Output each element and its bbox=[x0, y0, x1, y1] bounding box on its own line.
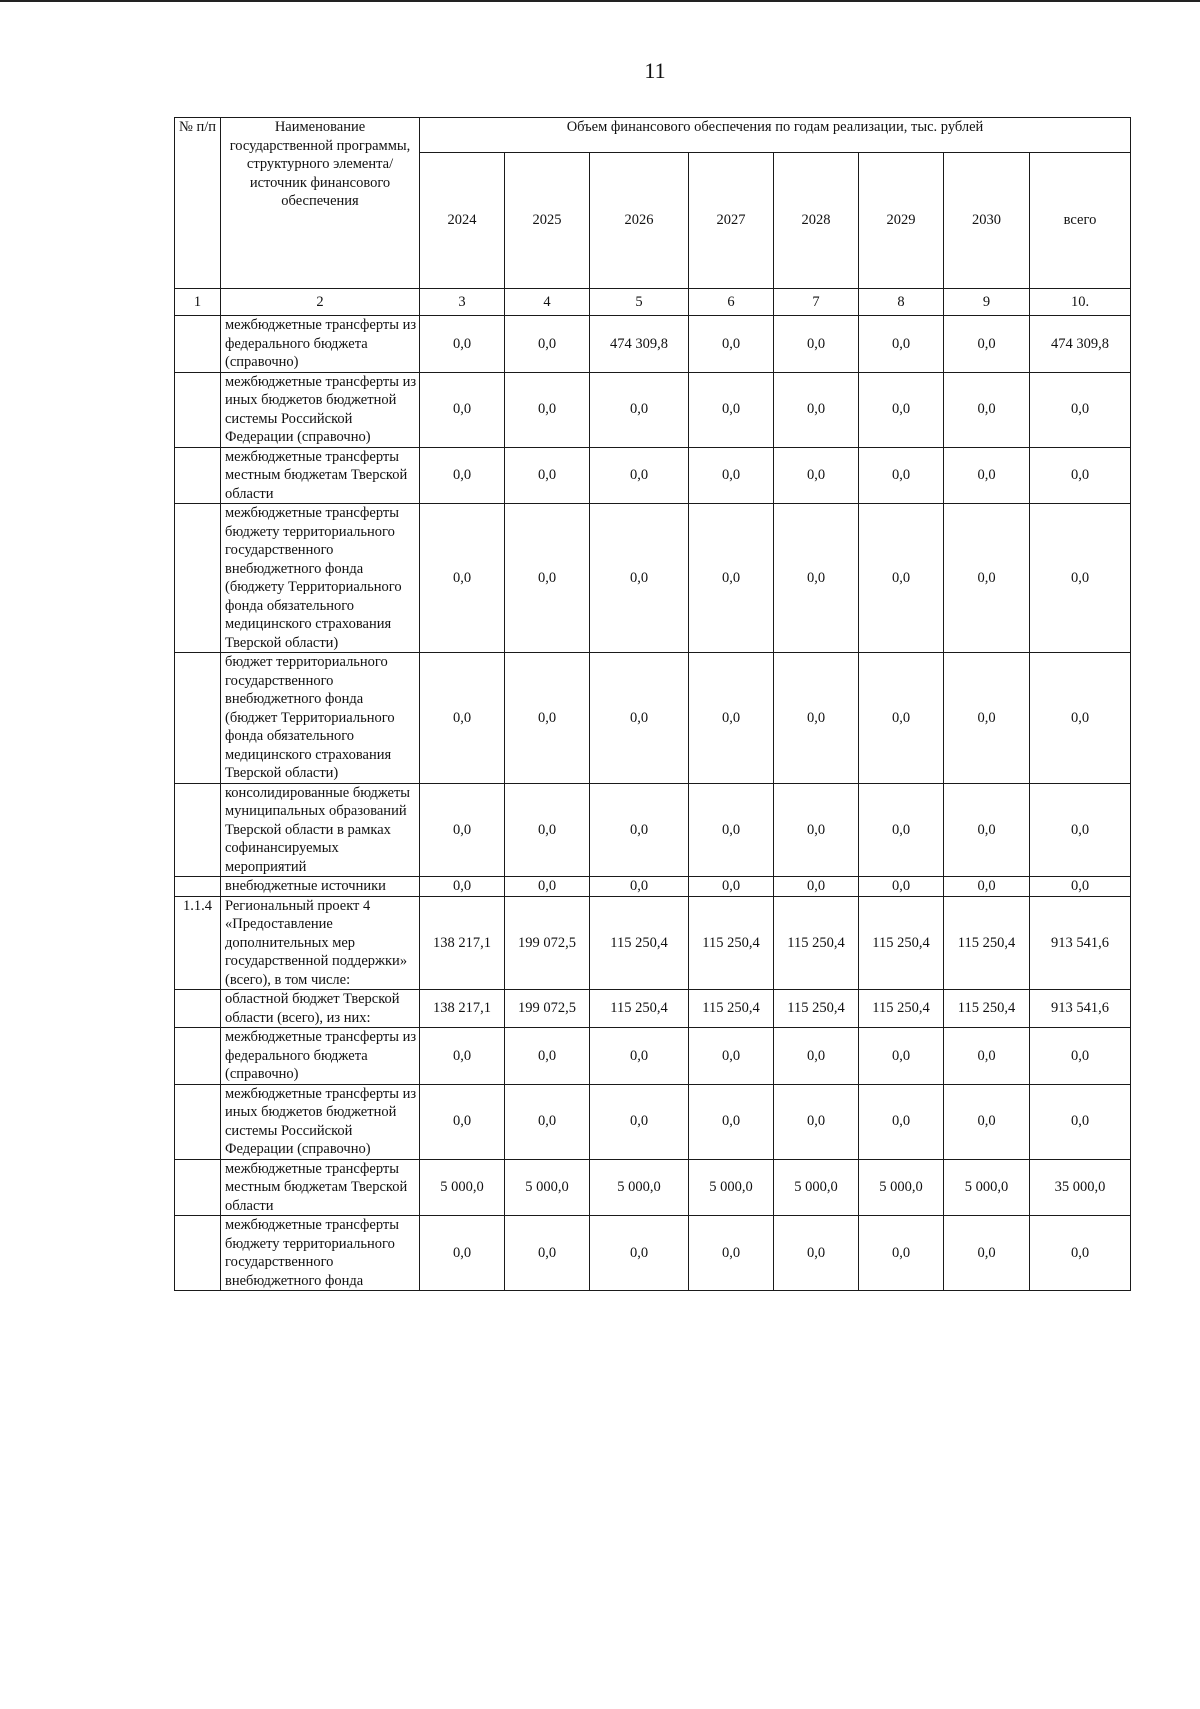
row-number-cell bbox=[175, 447, 221, 504]
row-total-cell: 0,0 bbox=[1030, 1216, 1131, 1291]
row-name-cell: консолидированные бюджеты муниципальных образований Тверской области в рамках софинансируемых мероприятий bbox=[221, 783, 420, 877]
row-name-cell: внебюджетные источники bbox=[221, 877, 420, 897]
column-number: 7 bbox=[774, 289, 859, 316]
row-value-cell: 5 000,0 bbox=[859, 1159, 944, 1216]
column-number: 5 bbox=[590, 289, 689, 316]
table-row bbox=[175, 877, 1131, 897]
row-value-cell: 0,0 bbox=[420, 1084, 505, 1159]
row-value-cell: 0,0 bbox=[505, 316, 590, 373]
row-value-cell: 0,0 bbox=[944, 372, 1030, 447]
row-name-cell: межбюджетные трансферты из иных бюджетов бюджетной системы Российской Федерации (справочно) bbox=[221, 1084, 420, 1159]
row-value-cell: 0,0 bbox=[859, 316, 944, 373]
row-value-cell: 0,0 bbox=[505, 372, 590, 447]
column-number: 9 bbox=[944, 289, 1030, 316]
row-value-cell: 0,0 bbox=[774, 504, 859, 653]
header-col-no: № п/п bbox=[175, 118, 221, 289]
row-value-cell: 0,0 bbox=[944, 447, 1030, 504]
row-value-cell: 0,0 bbox=[505, 504, 590, 653]
row-value-cell: 0,0 bbox=[590, 447, 689, 504]
table-row bbox=[175, 783, 1131, 877]
row-value-cell: 115 250,4 bbox=[590, 990, 689, 1028]
column-number: 6 bbox=[689, 289, 774, 316]
header-year: 2030 bbox=[944, 153, 1030, 289]
row-value-cell: 0,0 bbox=[420, 316, 505, 373]
row-value-cell: 0,0 bbox=[689, 504, 774, 653]
financing-table bbox=[174, 117, 1131, 1291]
row-value-cell: 0,0 bbox=[689, 372, 774, 447]
row-number-cell bbox=[175, 990, 221, 1028]
row-value-cell: 0,0 bbox=[774, 1084, 859, 1159]
row-number-cell bbox=[175, 653, 221, 784]
row-value-cell: 115 250,4 bbox=[689, 990, 774, 1028]
table-row bbox=[175, 1216, 1131, 1291]
row-value-cell: 115 250,4 bbox=[590, 896, 689, 990]
header-row-1 bbox=[175, 118, 1131, 153]
row-total-cell: 35 000,0 bbox=[1030, 1159, 1131, 1216]
row-value-cell: 0,0 bbox=[944, 1216, 1030, 1291]
row-number-cell bbox=[175, 316, 221, 373]
column-number: 8 bbox=[859, 289, 944, 316]
row-value-cell: 0,0 bbox=[859, 877, 944, 897]
row-value-cell: 0,0 bbox=[774, 877, 859, 897]
header-year: 2029 bbox=[859, 153, 944, 289]
row-value-cell: 0,0 bbox=[859, 1028, 944, 1085]
row-number-cell bbox=[175, 504, 221, 653]
row-value-cell: 0,0 bbox=[774, 653, 859, 784]
row-number-cell bbox=[175, 1159, 221, 1216]
header-year: 2027 bbox=[689, 153, 774, 289]
row-value-cell: 0,0 bbox=[944, 653, 1030, 784]
row-value-cell: 0,0 bbox=[505, 653, 590, 784]
row-value-cell: 138 217,1 bbox=[420, 990, 505, 1028]
row-value-cell: 0,0 bbox=[689, 316, 774, 373]
row-value-cell: 115 250,4 bbox=[774, 990, 859, 1028]
row-value-cell: 0,0 bbox=[689, 447, 774, 504]
row-value-cell: 138 217,1 bbox=[420, 896, 505, 990]
row-value-cell: 115 250,4 bbox=[859, 990, 944, 1028]
row-value-cell: 0,0 bbox=[590, 653, 689, 784]
row-value-cell: 0,0 bbox=[859, 504, 944, 653]
table-row bbox=[175, 990, 1131, 1028]
row-value-cell: 199 072,5 bbox=[505, 896, 590, 990]
row-value-cell: 5 000,0 bbox=[420, 1159, 505, 1216]
row-value-cell: 115 250,4 bbox=[774, 896, 859, 990]
header-group: Объем финансового обеспечения по годам реализации, тыс. рублей bbox=[420, 118, 1131, 153]
row-value-cell: 5 000,0 bbox=[944, 1159, 1030, 1216]
row-value-cell: 0,0 bbox=[689, 877, 774, 897]
row-value-cell: 0,0 bbox=[689, 1084, 774, 1159]
row-value-cell: 0,0 bbox=[590, 1028, 689, 1085]
row-value-cell: 0,0 bbox=[505, 783, 590, 877]
table-row bbox=[175, 1084, 1131, 1159]
row-value-cell: 0,0 bbox=[689, 1028, 774, 1085]
table-body bbox=[175, 118, 1131, 1291]
row-total-cell: 0,0 bbox=[1030, 877, 1131, 897]
row-value-cell: 0,0 bbox=[944, 1028, 1030, 1085]
row-total-cell: 0,0 bbox=[1030, 372, 1131, 447]
row-value-cell: 0,0 bbox=[505, 447, 590, 504]
header-col-name: Наименование государственной программы, структурного элемента/источник финансового обеспечения bbox=[221, 118, 420, 289]
row-value-cell: 0,0 bbox=[420, 877, 505, 897]
header-year: 2026 bbox=[590, 153, 689, 289]
row-name-cell: межбюджетные трансферты из федерального бюджета (справочно) bbox=[221, 316, 420, 373]
row-value-cell: 0,0 bbox=[420, 1216, 505, 1291]
row-value-cell: 0,0 bbox=[689, 783, 774, 877]
row-total-cell: 0,0 bbox=[1030, 653, 1131, 784]
row-value-cell: 0,0 bbox=[944, 783, 1030, 877]
table-row bbox=[175, 653, 1131, 784]
row-value-cell: 0,0 bbox=[505, 1084, 590, 1159]
row-value-cell: 474 309,8 bbox=[590, 316, 689, 373]
page-number: 11 bbox=[644, 58, 666, 83]
row-value-cell: 0,0 bbox=[689, 653, 774, 784]
row-total-cell: 0,0 bbox=[1030, 447, 1131, 504]
column-number: 1 bbox=[175, 289, 221, 316]
row-value-cell: 0,0 bbox=[420, 783, 505, 877]
row-value-cell: 0,0 bbox=[944, 316, 1030, 373]
row-number-cell bbox=[175, 1216, 221, 1291]
column-number: 10. bbox=[1030, 289, 1131, 316]
row-value-cell: 0,0 bbox=[420, 447, 505, 504]
row-name-cell: межбюджетные трансферты местным бюджетам Тверской области bbox=[221, 1159, 420, 1216]
row-value-cell: 0,0 bbox=[774, 783, 859, 877]
row-name-cell: межбюджетные трансферты бюджету территориального государственного внебюджетного фонда (бюджету Территориального фонда обязательного медицинского страхования Тверской области) bbox=[221, 504, 420, 653]
column-number: 2 bbox=[221, 289, 420, 316]
row-total-cell: 0,0 bbox=[1030, 1084, 1131, 1159]
table-row bbox=[175, 504, 1131, 653]
row-value-cell: 0,0 bbox=[859, 372, 944, 447]
row-value-cell: 5 000,0 bbox=[774, 1159, 859, 1216]
row-number-cell: 1.1.4 bbox=[175, 896, 221, 990]
row-value-cell: 0,0 bbox=[859, 783, 944, 877]
row-value-cell: 5 000,0 bbox=[689, 1159, 774, 1216]
header-year: 2025 bbox=[505, 153, 590, 289]
header-year: 2024 bbox=[420, 153, 505, 289]
column-number: 3 bbox=[420, 289, 505, 316]
row-value-cell: 0,0 bbox=[590, 504, 689, 653]
row-value-cell: 115 250,4 bbox=[859, 896, 944, 990]
row-value-cell: 5 000,0 bbox=[505, 1159, 590, 1216]
table-row bbox=[175, 447, 1131, 504]
row-number-cell bbox=[175, 783, 221, 877]
row-value-cell: 0,0 bbox=[774, 1028, 859, 1085]
row-total-cell: 913 541,6 bbox=[1030, 896, 1131, 990]
header-total: всего bbox=[1030, 153, 1131, 289]
row-value-cell: 0,0 bbox=[420, 653, 505, 784]
row-value-cell: 0,0 bbox=[420, 1028, 505, 1085]
row-value-cell: 0,0 bbox=[420, 372, 505, 447]
row-value-cell: 0,0 bbox=[590, 783, 689, 877]
row-name-cell: Региональный проект 4 «Предоставление дополнительных мер государственной поддержки» (всего), в том числе: bbox=[221, 896, 420, 990]
row-value-cell: 0,0 bbox=[774, 316, 859, 373]
row-number-cell bbox=[175, 372, 221, 447]
row-name-cell: межбюджетные трансферты местным бюджетам Тверской области bbox=[221, 447, 420, 504]
row-value-cell: 0,0 bbox=[859, 447, 944, 504]
row-value-cell: 0,0 bbox=[774, 447, 859, 504]
row-value-cell: 0,0 bbox=[689, 1216, 774, 1291]
row-total-cell: 0,0 bbox=[1030, 1028, 1131, 1085]
row-total-cell: 0,0 bbox=[1030, 783, 1131, 877]
row-value-cell: 0,0 bbox=[505, 1028, 590, 1085]
row-value-cell: 0,0 bbox=[859, 1216, 944, 1291]
row-value-cell: 0,0 bbox=[859, 1084, 944, 1159]
row-value-cell: 0,0 bbox=[944, 504, 1030, 653]
row-total-cell: 0,0 bbox=[1030, 504, 1131, 653]
row-value-cell: 0,0 bbox=[859, 653, 944, 784]
table-row bbox=[175, 1159, 1131, 1216]
row-name-cell: межбюджетные трансферты из иных бюджетов бюджетной системы Российской Федерации (справочно) bbox=[221, 372, 420, 447]
column-numbers-row bbox=[175, 289, 1131, 316]
row-value-cell: 0,0 bbox=[505, 1216, 590, 1291]
table-row bbox=[175, 316, 1131, 373]
row-name-cell: бюджет территориального государственного внебюджетного фонда (бюджет Территориального фонда обязательного медицинского страхования Тверской области) bbox=[221, 653, 420, 784]
table-row bbox=[175, 372, 1131, 447]
table-row bbox=[175, 896, 1131, 990]
row-value-cell: 0,0 bbox=[590, 1084, 689, 1159]
row-value-cell: 0,0 bbox=[774, 372, 859, 447]
row-value-cell: 0,0 bbox=[505, 877, 590, 897]
row-value-cell: 0,0 bbox=[590, 372, 689, 447]
row-name-cell: областной бюджет Тверской области (всего), из них: bbox=[221, 990, 420, 1028]
row-value-cell: 0,0 bbox=[944, 877, 1030, 897]
header-year: 2028 bbox=[774, 153, 859, 289]
row-value-cell: 0,0 bbox=[590, 1216, 689, 1291]
row-value-cell: 0,0 bbox=[590, 877, 689, 897]
row-number-cell bbox=[175, 1084, 221, 1159]
row-name-cell: межбюджетные трансферты бюджету территориального государственного внебюджетного фонда bbox=[221, 1216, 420, 1291]
row-value-cell: 0,0 bbox=[944, 1084, 1030, 1159]
row-number-cell bbox=[175, 1028, 221, 1085]
column-number: 4 bbox=[505, 289, 590, 316]
row-total-cell: 913 541,6 bbox=[1030, 990, 1131, 1028]
row-total-cell: 474 309,8 bbox=[1030, 316, 1131, 373]
row-value-cell: 5 000,0 bbox=[590, 1159, 689, 1216]
row-number-cell bbox=[175, 877, 221, 897]
row-value-cell: 115 250,4 bbox=[944, 896, 1030, 990]
table-row bbox=[175, 1028, 1131, 1085]
row-value-cell: 115 250,4 bbox=[944, 990, 1030, 1028]
row-name-cell: межбюджетные трансферты из федерального бюджета (справочно) bbox=[221, 1028, 420, 1085]
row-value-cell: 0,0 bbox=[420, 504, 505, 653]
row-value-cell: 115 250,4 bbox=[689, 896, 774, 990]
page-top-edge bbox=[0, 0, 1200, 2]
row-value-cell: 199 072,5 bbox=[505, 990, 590, 1028]
row-value-cell: 0,0 bbox=[774, 1216, 859, 1291]
